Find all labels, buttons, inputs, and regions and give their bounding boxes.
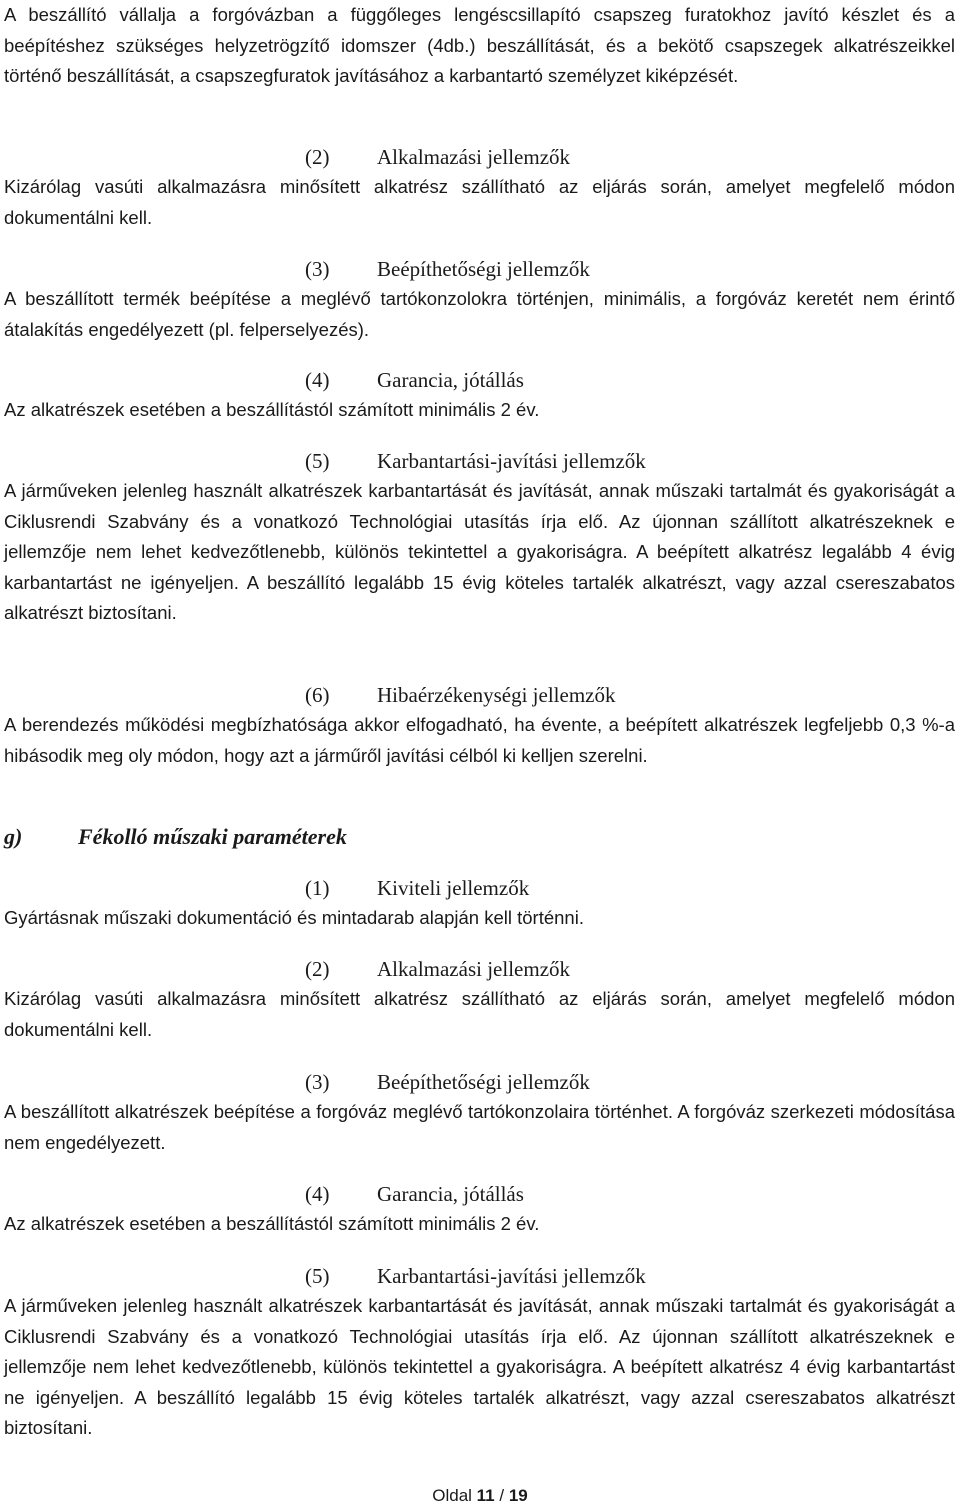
heading-number: (5) — [305, 449, 330, 473]
page-footer — [0, 1485, 960, 1507]
heading-alkalmazasi-jellemzok-g — [305, 954, 570, 984]
paragraph-garancia-jotallas: Az alkatrészek esetében a beszállítástól számított minimális 2 év. — [4, 399, 540, 420]
paragraph-karbantartasi-javitasi-jellemzok-g: A járműveken jelenleg használt alkatrészek karbantartását és javítását, annak műszaki tartalmát és gyakoriságát a Ciklusrendi Szabvány és a vonatkozó Technológiai utasítás írja elő. Az újonnan szállított alkatrészeknek e jellemzője nem lehet kedvezőtlenebb, különös tekintettel a gyakoriságra. A beépített alkatrész 4 évig karbantartást ne igényeljen. A beszállító legalább 15 évig köteles tartalék alkatrészt, vagy azzal csereszabatos alkatrészt biztosítani. — [4, 1295, 955, 1439]
heading-number: (5) — [305, 1264, 330, 1288]
paragraph-kiviteli-jellemzok: Gyártásnak műszaki dokumentáció és mintadarab alapján kell történni. — [4, 907, 584, 928]
heading-title: Alkalmazási jellemzők — [377, 145, 571, 169]
heading-alkalmazasi-jellemzok — [305, 142, 570, 172]
page-separator: / — [499, 1486, 505, 1505]
paragraph-beepithetosegi-jellemzok: A beszállított termék beépítése a meglévő tartókonzolokra történjen, minimális, a forgóváz keretét nem érintő átalakítás engedélyezett (pl. felperselyezés). — [4, 288, 955, 340]
heading-title: Karbantartási-javítási jellemzők — [377, 449, 646, 473]
heading-karbantartasi-javitasi-jellemzok-g — [305, 1261, 646, 1291]
heading-number: (3) — [305, 1070, 330, 1094]
heading-hibaerzekenysegi-jellemzok — [305, 680, 615, 710]
heading-garancia-jotallas-g — [305, 1179, 524, 1209]
heading-title: Kiviteli jellemzők — [377, 876, 530, 900]
paragraph-beepithetosegi-jellemzok-g: A beszállított alkatrészek beépítése a forgóváz meglévő tartókonzolaira történhet. A forgóváz szerkezeti módosítása nem engedélyezett. — [4, 1101, 955, 1153]
paragraph-alkalmazasi-jellemzok-g: Kizárólag vasúti alkalmazásra minősített alkatrész szállítható az eljárás során, amelyet megfelelő módon dokumentálni kell. — [4, 988, 955, 1040]
page-total: 19 — [508, 1486, 528, 1505]
heading-number: (4) — [305, 1182, 330, 1206]
heading-number: (1) — [305, 876, 330, 900]
section-heading-fekollo — [4, 822, 347, 852]
section-title: Fékolló műszaki paraméterek — [78, 824, 347, 849]
paragraph-karbantartasi-javitasi-jellemzok: A járműveken jelenleg használt alkatrészek karbantartását és javítását, annak műszaki tartalmát és gyakoriságát a Ciklusrendi Szabvány és a vonatkozó Technológiai utasítás írja elő. Az újonnan szállított alkatrészeknek e jellemzője nem lehet kedvezőtlenebb, különös tekintettel a gyakoriságra. A beépített alkatrész legalább 4 évig karbantartást ne igényeljen. A beszállító legalább 15 évig köteles tartalék alkatrészt, vagy azzal csereszabatos alkatrészt biztosítani. — [4, 480, 955, 624]
paragraph-garancia-jotallas-g: Az alkatrészek esetében a beszállítástól számított minimális 2 év. — [4, 1213, 540, 1234]
intro-paragraph: A beszállító vállalja a forgóvázban a függőleges lengéscsillapító csapszeg furatokhoz javító készlet és a beépítéshez szükséges helyzetrögzítő idomszer (4db.) beszállítását, és a bekötő csapszegek alkatrészeikkel történő beszállítását, a csapszegfuratok javításához a karbantartó személyzet kiképzését. — [4, 4, 955, 87]
heading-title: Alkalmazási jellemzők — [377, 957, 571, 981]
heading-number: (2) — [305, 957, 330, 981]
heading-title: Beépíthetőségi jellemzők — [377, 257, 590, 281]
heading-karbantartasi-javitasi-jellemzok — [305, 446, 646, 476]
heading-number: (3) — [305, 257, 330, 281]
paragraph-hibaerzekenysegi-jellemzok: A berendezés működési megbízhatósága akkor elfogadható, ha évente, a beépített alkatrészek legfeljebb 0,3 %-a hibásodik meg oly módon, hogy azt a járműről javítási célból ki kelljen szerelni. — [4, 714, 955, 766]
heading-beepithetosegi-jellemzok — [305, 254, 590, 284]
heading-title: Hibaérzékenységi jellemzők — [377, 683, 616, 707]
heading-title: Garancia, jótállás — [377, 1182, 524, 1206]
section-letter: g) — [4, 824, 23, 849]
paragraph-alkalmazasi-jellemzok: Kizárólag vasúti alkalmazásra minősített alkatrész szállítható az eljárás során, amelyet megfelelő módon dokumentálni kell. — [4, 176, 955, 228]
heading-number: (2) — [305, 145, 330, 169]
heading-title: Beépíthetőségi jellemzők — [377, 1070, 590, 1094]
heading-beepithetosegi-jellemzok-g — [305, 1067, 590, 1097]
page-current: 11 — [476, 1486, 495, 1505]
heading-garancia-jotallas — [305, 365, 524, 395]
heading-number: (4) — [305, 368, 330, 392]
heading-number: (6) — [305, 683, 330, 707]
heading-title: Garancia, jótállás — [377, 368, 524, 392]
heading-title: Karbantartási-javítási jellemzők — [377, 1264, 646, 1288]
heading-kiviteli-jellemzok — [305, 873, 529, 903]
page-label: Oldal — [432, 1486, 472, 1505]
